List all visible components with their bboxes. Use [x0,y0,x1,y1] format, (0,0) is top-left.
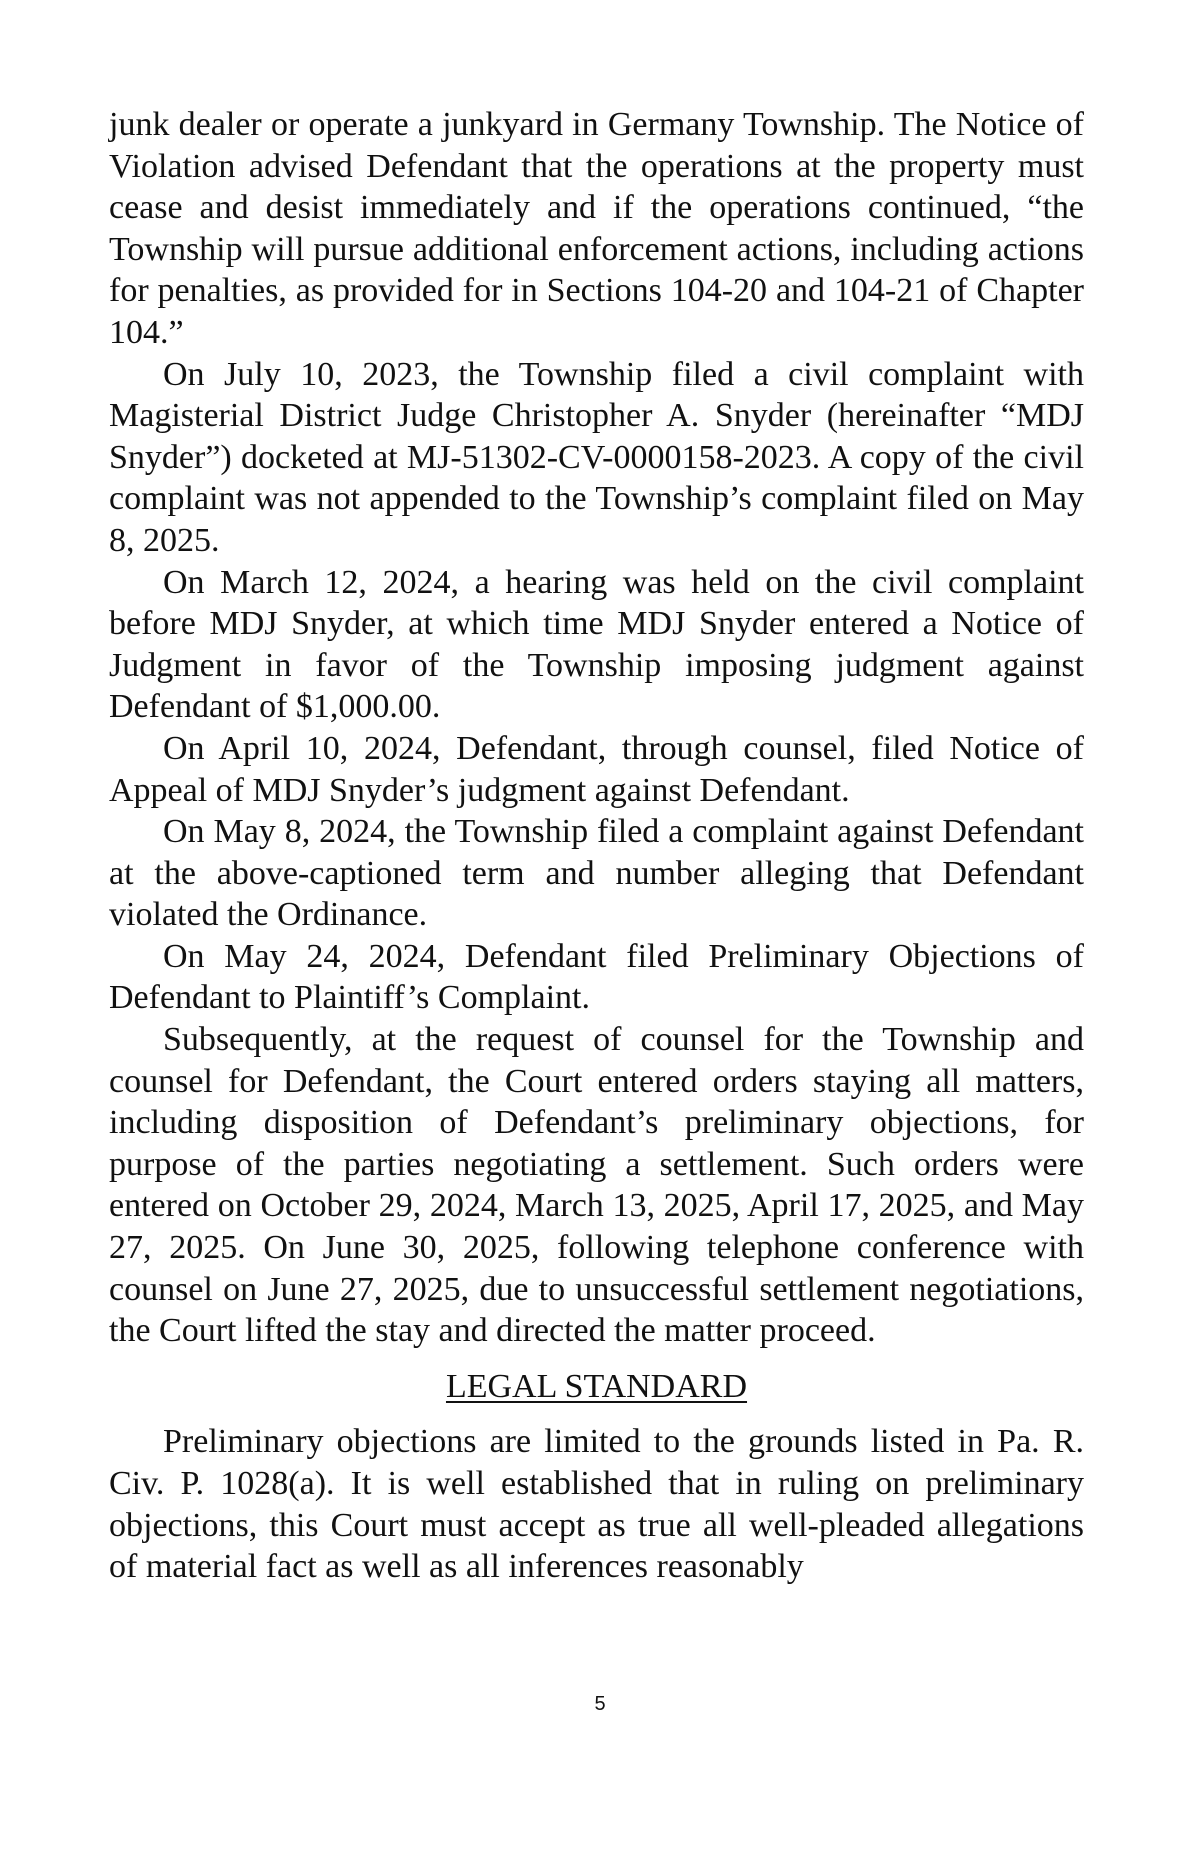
paragraph-preliminary-objections: On May 24, 2024, Defendant filed Preliminary Objections of Defendant to Plaintiff’s Complaint. [109,937,1084,1017]
section-heading-legal-standard: LEGAL STANDARD [445,1367,748,1405]
page-number: 5 [594,1693,606,1715]
page-body [109,104,1084,1588]
paragraph-stay-orders: Subsequently, at the request of counsel for the Township and counsel for Defendant, the Court entered orders staying all matters, including disposition of Defendant’s preliminary objections, for purpose of the parties negotiating a settlement. Such orders were entered on October 29, 2024, March 13, 2025, April 17, 2025, and May 27, 2025. On June 30, 2025, following telephone conference with counsel on June 27, 2025, due to unsuccessful settlement negotiations, the Court lifted the stay and directed the matter proceed. [109,1021,1084,1350]
paragraph-notice-of-appeal: On April 10, 2024, Defendant, through counsel, filed Notice of Appeal of MDJ Snyder’s judgment against Defendant. [109,729,1084,809]
paragraph-legal-standard: Preliminary objections are limited to the grounds listed in Pa. R. Civ. P. 1028(a). It is well established that in ruling on preliminary objections, this Court must accept as true all well-pleaded allegations of material fact as well as all inferences reasonably [109,1423,1084,1586]
paragraph-civil-complaint: On July 10, 2023, the Township filed a civil complaint with Magisterial District Judge Christopher A. Snyder (hereinafter “MDJ Snyder”) docketed at MJ-51302-CV-0000158-2023. A copy of the civil complaint was not appended to the Township’s complaint filed on May 8, 2025. [109,355,1084,559]
paragraph-hearing-judgment: On March 12, 2024, a hearing was held on the civil complaint before MDJ Snyder, at which time MDJ Snyder entered a Notice of Judgment in favor of the Township imposing judgment against Defendant of $1,000.00. [109,563,1084,726]
paragraph-township-complaint: On May 8, 2024, the Township filed a complaint against Defendant at the above-captioned term and number alleging that Defendant violated the Ordinance. [109,813,1084,934]
paragraph-notice-of-violation: junk dealer or operate a junkyard in Germany Township. The Notice of Violation advised Defendant that the operations at the property must cease and desist immediately and if the operations continued, “the Township will pursue additional enforcement actions, including actions for penalties, as provided for in Sections 104-20 and 104-21 of Chapter 104.” [109,106,1084,351]
